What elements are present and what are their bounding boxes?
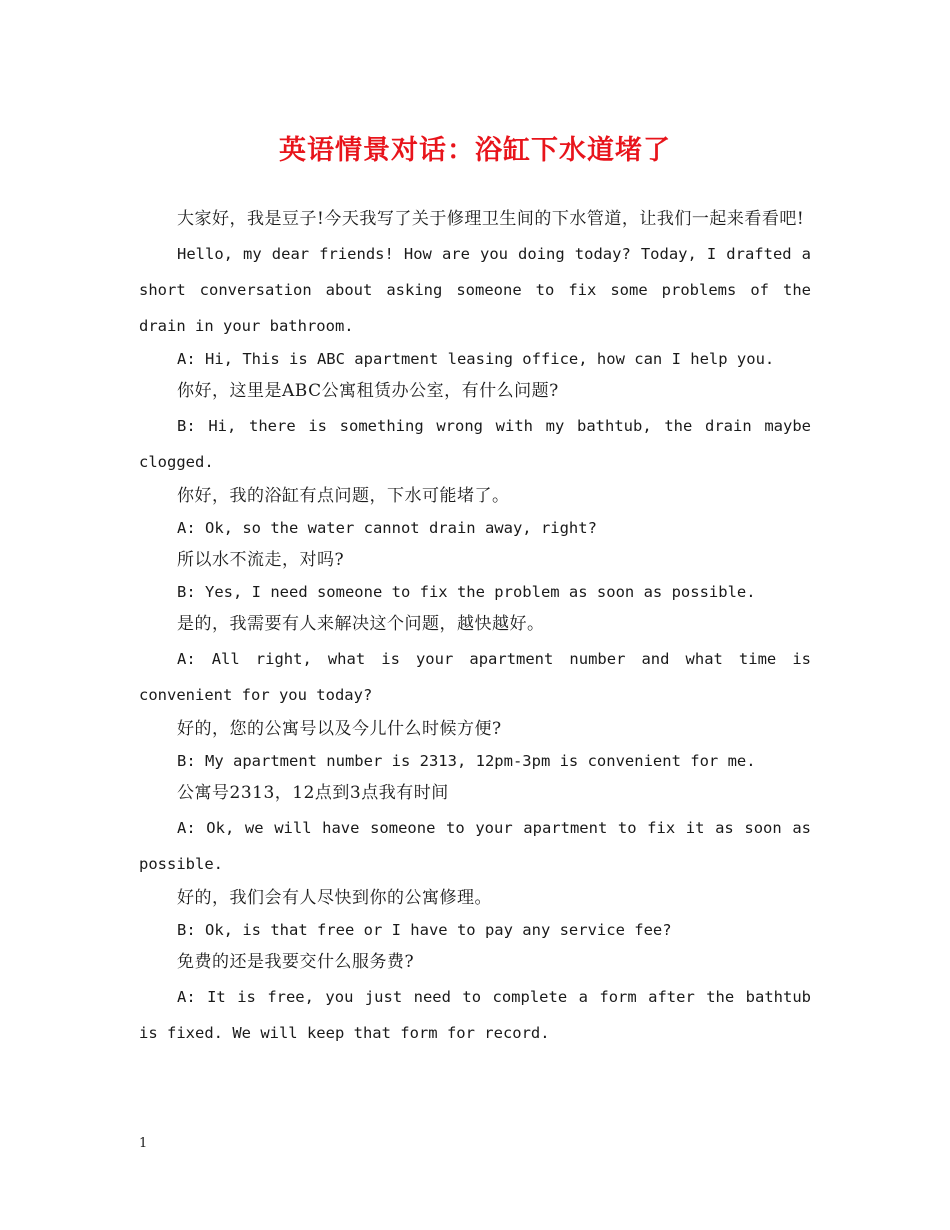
- dialogue-translation: 好的，我们会有人尽快到你的公寓修理。: [177, 888, 492, 908]
- page-title: 英语情景对话：浴缸下水道堵了: [279, 135, 671, 166]
- dialogue-translation: 好的，您的公寓号以及今儿什么时候方便?: [177, 719, 502, 739]
- dialogue-translation: 所以水不流走，对吗?: [177, 550, 345, 570]
- dialogue-line: A: It is free, you just need to complete a form after the bathtub is fixed. We will keep that form for record.: [139, 988, 811, 1042]
- dialogue-line: A: Ok, we will have someone to your apartment to fix it as soon as possible.: [139, 819, 811, 873]
- dialogue-translation: 你好，这里是ABC公寓租赁办公室，有什么问题?: [177, 381, 559, 401]
- dialogue-translation: 免费的还是我要交什么服务费?: [177, 952, 415, 972]
- dialogue-translation: 你好，我的浴缸有点问题，下水可能堵了。: [177, 486, 510, 506]
- dialogue-line: A: All right, what is your apartment number and what time is convenient for you today?: [139, 650, 811, 704]
- document-body: [139, 203, 811, 1051]
- dialogue-translation: 是的，我需要有人来解决这个问题，越快越好。: [177, 614, 545, 634]
- dialogue-translation: 公寓号2313，12点到3点我有时间: [177, 783, 449, 803]
- paragraph-intro-zh: 大家好，我是豆子!今天我写了关于修理卫生间的下水管道，让我们一起来看看吧!: [177, 209, 805, 229]
- dialogue-line: A: Ok, so the water cannot drain away, right?: [177, 519, 597, 537]
- dialogue-line: A: Hi, This is ABC apartment leasing office, how can I help you.: [177, 350, 775, 368]
- dialogue-line: B: Hi, there is something wrong with my bathtub, the drain maybe clogged.: [139, 417, 811, 471]
- page-number: 1: [139, 1136, 148, 1151]
- dialogue-line: B: Yes, I need someone to fix the problem as soon as possible.: [177, 583, 756, 601]
- dialogue-line: B: My apartment number is 2313, 12pm-3pm is convenient for me.: [177, 752, 756, 770]
- paragraph-intro-en: Hello, my dear friends! How are you doing today? Today, I drafted a short conversation about asking someone to fix some problems of the drain in your bathroom.: [139, 245, 811, 335]
- dialogue-line: B: Ok, is that free or I have to pay any service fee?: [177, 921, 672, 939]
